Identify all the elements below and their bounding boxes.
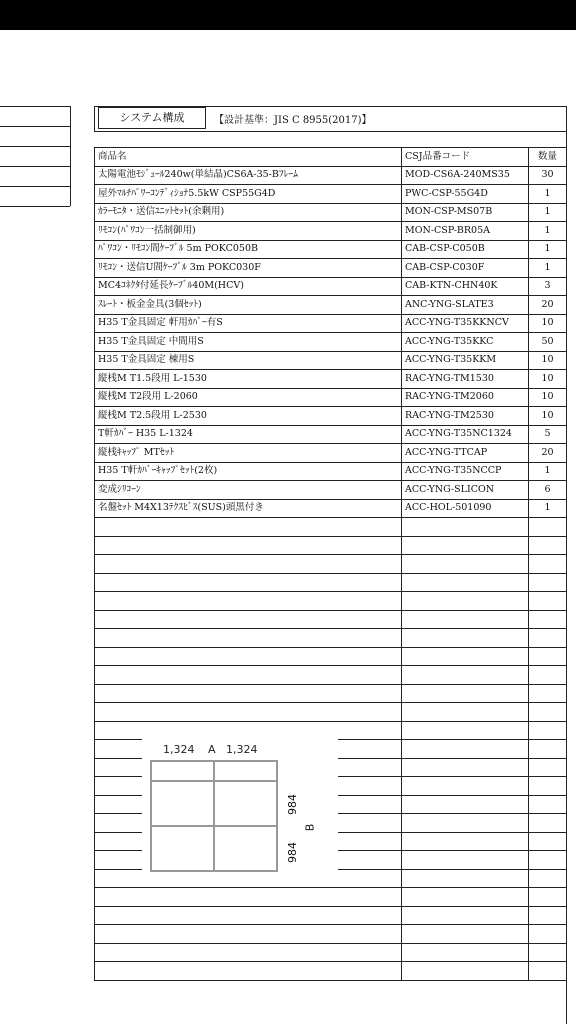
table-row [95, 647, 567, 666]
part-code-cell: RAC-YNG-TM2060 [402, 388, 529, 407]
part-code-cell [402, 832, 529, 851]
quantity-cell: 6 [529, 481, 567, 500]
part-code-cell [402, 536, 529, 555]
quantity-cell [529, 962, 567, 981]
product-name-cell [95, 536, 402, 555]
quantity-cell [529, 610, 567, 629]
product-name-cell: 縦桟M T1.5段用 L-1530 [95, 370, 402, 389]
label-b: B [303, 823, 317, 832]
table-row [95, 518, 567, 537]
table-row [95, 388, 567, 407]
column-header: 数量 [529, 148, 567, 167]
quantity-cell [529, 666, 567, 685]
dimension-b-bottom: 984 [286, 842, 299, 863]
table-row [95, 721, 567, 740]
quantity-cell: 50 [529, 333, 567, 352]
table-row [95, 462, 567, 481]
part-code-cell [402, 666, 529, 685]
part-code-cell [402, 629, 529, 648]
quantity-cell [529, 851, 567, 870]
dimension-a-left: 1,324 [163, 743, 195, 756]
product-name-cell [95, 721, 402, 740]
quantity-cell: 5 [529, 425, 567, 444]
panel [214, 781, 277, 826]
column-header: 商品名 [95, 148, 402, 167]
panel-grid [150, 760, 278, 872]
quantity-cell: 10 [529, 370, 567, 389]
page-frame-left [94, 106, 95, 131]
table-row [95, 629, 567, 648]
quantity-cell: 10 [529, 388, 567, 407]
dimension-b-top: 984 [286, 794, 299, 815]
dimension-a-right: 1,324 [226, 743, 258, 756]
quantity-cell [529, 573, 567, 592]
product-name-cell: MC4ｺﾈｸﾀ付延長ｹｰﾌﾞﾙ40M(HCV) [95, 277, 402, 296]
table-row [95, 481, 567, 500]
product-name-cell: T軒ｶﾊﾞｰ H35 L-1324 [95, 425, 402, 444]
part-code-cell: ACC-YNG-T35NC1324 [402, 425, 529, 444]
part-code-cell [402, 814, 529, 833]
table-row [95, 573, 567, 592]
part-code-cell [402, 943, 529, 962]
table-row [95, 314, 567, 333]
product-name-cell [95, 943, 402, 962]
product-name-cell: H35 T金具固定 軒用ｶﾊﾞｰ有S [95, 314, 402, 333]
product-name-cell [95, 925, 402, 944]
part-code-cell: RAC-YNG-TM2530 [402, 407, 529, 426]
part-code-cell: ACC-YNG-T35KKM [402, 351, 529, 370]
product-name-cell [95, 610, 402, 629]
quantity-cell [529, 555, 567, 574]
header-bottom-line [94, 131, 566, 132]
quantity-cell [529, 832, 567, 851]
product-name-cell: 変成ｼﾘｺｰﾝ [95, 481, 402, 500]
table-row [95, 684, 567, 703]
label-a: A [208, 743, 216, 756]
product-name-cell [95, 962, 402, 981]
product-name-cell [95, 573, 402, 592]
table-row [95, 906, 567, 925]
table-row [95, 407, 567, 426]
table-row [95, 222, 567, 241]
part-code-cell: CAB-CSP-C050B [402, 240, 529, 259]
panel [151, 781, 214, 826]
table-row [95, 425, 567, 444]
part-code-cell [402, 647, 529, 666]
product-name-cell: 縦桟M T2段用 L-2060 [95, 388, 402, 407]
quantity-cell: 1 [529, 203, 567, 222]
product-name-cell: 名盤ｾｯﾄ M4X13ﾃｸｽﾋﾞｽ(SUS)頭黒付き [95, 499, 402, 518]
quantity-cell [529, 629, 567, 648]
panel [151, 826, 214, 871]
quantity-cell: 3 [529, 277, 567, 296]
part-code-cell [402, 703, 529, 722]
quantity-cell: 1 [529, 222, 567, 241]
part-code-cell: CAB-KTN-CHN40K [402, 277, 529, 296]
part-code-cell [402, 851, 529, 870]
part-code-cell [402, 592, 529, 611]
quantity-cell [529, 684, 567, 703]
panel [214, 826, 277, 871]
quantity-cell [529, 536, 567, 555]
table-row [95, 592, 567, 611]
part-code-cell [402, 869, 529, 888]
table-row [95, 925, 567, 944]
column-header: CSJ品番コード [402, 148, 529, 167]
table-row [95, 185, 567, 204]
part-code-cell [402, 610, 529, 629]
part-code-cell [402, 962, 529, 981]
part-code-cell: ACC-YNG-SLICON [402, 481, 529, 500]
table-row [95, 666, 567, 685]
table-row [95, 888, 567, 907]
quantity-cell [529, 925, 567, 944]
product-name-cell [95, 629, 402, 648]
product-name-cell: H35 T金具固定 棟用S [95, 351, 402, 370]
table-row [95, 277, 567, 296]
quantity-cell: 30 [529, 166, 567, 185]
quantity-cell: 10 [529, 407, 567, 426]
table-header-row [95, 148, 567, 167]
part-code-cell: MON-CSP-MS07B [402, 203, 529, 222]
table-row [95, 240, 567, 259]
quantity-cell [529, 518, 567, 537]
left-frame [0, 106, 71, 206]
part-code-cell: MOD-CS6A-240MS35 [402, 166, 529, 185]
product-name-cell: H35 T軒ｶﾊﾞｰｷｬｯﾌﾟｾｯﾄ(2枚) [95, 462, 402, 481]
quantity-cell: 20 [529, 444, 567, 463]
quantity-cell: 10 [529, 314, 567, 333]
part-code-cell [402, 740, 529, 759]
table-row [95, 333, 567, 352]
quantity-cell [529, 795, 567, 814]
quantity-cell [529, 592, 567, 611]
quantity-cell [529, 703, 567, 722]
product-name-cell: ﾘﾓｺﾝ(ﾊﾟﾜｺﾝ一括制御用) [95, 222, 402, 241]
part-code-cell: ACC-YNG-T35KKNCV [402, 314, 529, 333]
part-code-cell [402, 906, 529, 925]
product-name-cell: 縦桟M T2.5段用 L-2530 [95, 407, 402, 426]
quantity-cell [529, 721, 567, 740]
product-name-cell [95, 703, 402, 722]
part-code-cell: MON-CSP-BR05A [402, 222, 529, 241]
part-code-cell [402, 795, 529, 814]
part-code-cell [402, 518, 529, 537]
product-name-cell [95, 684, 402, 703]
quantity-cell [529, 943, 567, 962]
table-row [95, 555, 567, 574]
part-code-cell: ANC-YNG-SLATE3 [402, 296, 529, 315]
product-name-cell: ﾊﾟﾜｺﾝ・ﾘﾓｺﾝ間ｹｰﾌﾞﾙ 5m POKC050B [95, 240, 402, 259]
product-name-cell [95, 592, 402, 611]
product-name-cell: 太陽電池ﾓｼﾞｭｰﾙ240w(単結晶)CS6A-35-Bﾌﾚｰﾑ [95, 166, 402, 185]
product-name-cell: ﾘﾓｺﾝ・送信U間ｹｰﾌﾞﾙ 3m POKC030F [95, 259, 402, 278]
quantity-cell: 1 [529, 259, 567, 278]
part-code-cell: RAC-YNG-TM1530 [402, 370, 529, 389]
product-name-cell: ｶﾗｰﾓﾆﾀ・送信ﾕﾆｯﾄｾｯﾄ(余剰用) [95, 203, 402, 222]
quantity-cell: 1 [529, 240, 567, 259]
table-row [95, 962, 567, 981]
part-code-cell [402, 888, 529, 907]
table-row [95, 296, 567, 315]
quantity-cell [529, 758, 567, 777]
quantity-cell: 10 [529, 351, 567, 370]
product-name-cell: H35 T金具固定 中間用S [95, 333, 402, 352]
quantity-cell [529, 777, 567, 796]
part-code-cell: ACC-YNG-TTCAP [402, 444, 529, 463]
table-row [95, 536, 567, 555]
part-code-cell [402, 684, 529, 703]
part-code-cell: ACC-YNG-T35NCCP [402, 462, 529, 481]
product-name-cell [95, 666, 402, 685]
table-row [95, 259, 567, 278]
part-code-cell [402, 925, 529, 944]
quantity-cell [529, 906, 567, 925]
table-row [95, 203, 567, 222]
top-bar [0, 0, 576, 30]
design-standard: 【設計基準：JIS C 8955(2017)】 [214, 115, 372, 126]
table-row [95, 166, 567, 185]
quantity-cell [529, 647, 567, 666]
product-name-cell [95, 647, 402, 666]
system-title: システム構成 [98, 107, 206, 129]
table-row [95, 351, 567, 370]
table-row [95, 610, 567, 629]
part-code-cell: ACC-YNG-T35KKC [402, 333, 529, 352]
part-code-cell: PWC-CSP-55G4D [402, 185, 529, 204]
product-name-cell [95, 518, 402, 537]
part-code-cell [402, 777, 529, 796]
part-code-cell: CAB-CSP-C030F [402, 259, 529, 278]
part-code-cell [402, 555, 529, 574]
panel [214, 761, 277, 781]
quantity-cell: 1 [529, 499, 567, 518]
product-name-cell: ｽﾚｰﾄ・板金金具(3個ｾｯﾄ) [95, 296, 402, 315]
table-row [95, 943, 567, 962]
part-code-cell [402, 573, 529, 592]
quantity-cell: 1 [529, 462, 567, 481]
quantity-cell [529, 814, 567, 833]
quantity-cell [529, 740, 567, 759]
panel [151, 761, 214, 781]
product-name-cell [95, 906, 402, 925]
product-name-cell [95, 555, 402, 574]
part-code-cell [402, 721, 529, 740]
table-row [95, 370, 567, 389]
part-code-cell [402, 758, 529, 777]
product-name-cell [95, 888, 402, 907]
quantity-cell [529, 888, 567, 907]
table-row [95, 444, 567, 463]
product-name-cell: 屋外ﾏﾙﾁﾊﾟﾜｰｺﾝﾃﾞｨｼｮﾅ5.5kW CSP55G4D [95, 185, 402, 204]
quantity-cell: 20 [529, 296, 567, 315]
table-row [95, 499, 567, 518]
quantity-cell [529, 869, 567, 888]
quantity-cell: 1 [529, 185, 567, 204]
part-code-cell: ACC-HOL-501090 [402, 499, 529, 518]
table-row [95, 703, 567, 722]
product-name-cell: 縦桟ｷｬｯﾌﾟ MTｾｯﾄ [95, 444, 402, 463]
